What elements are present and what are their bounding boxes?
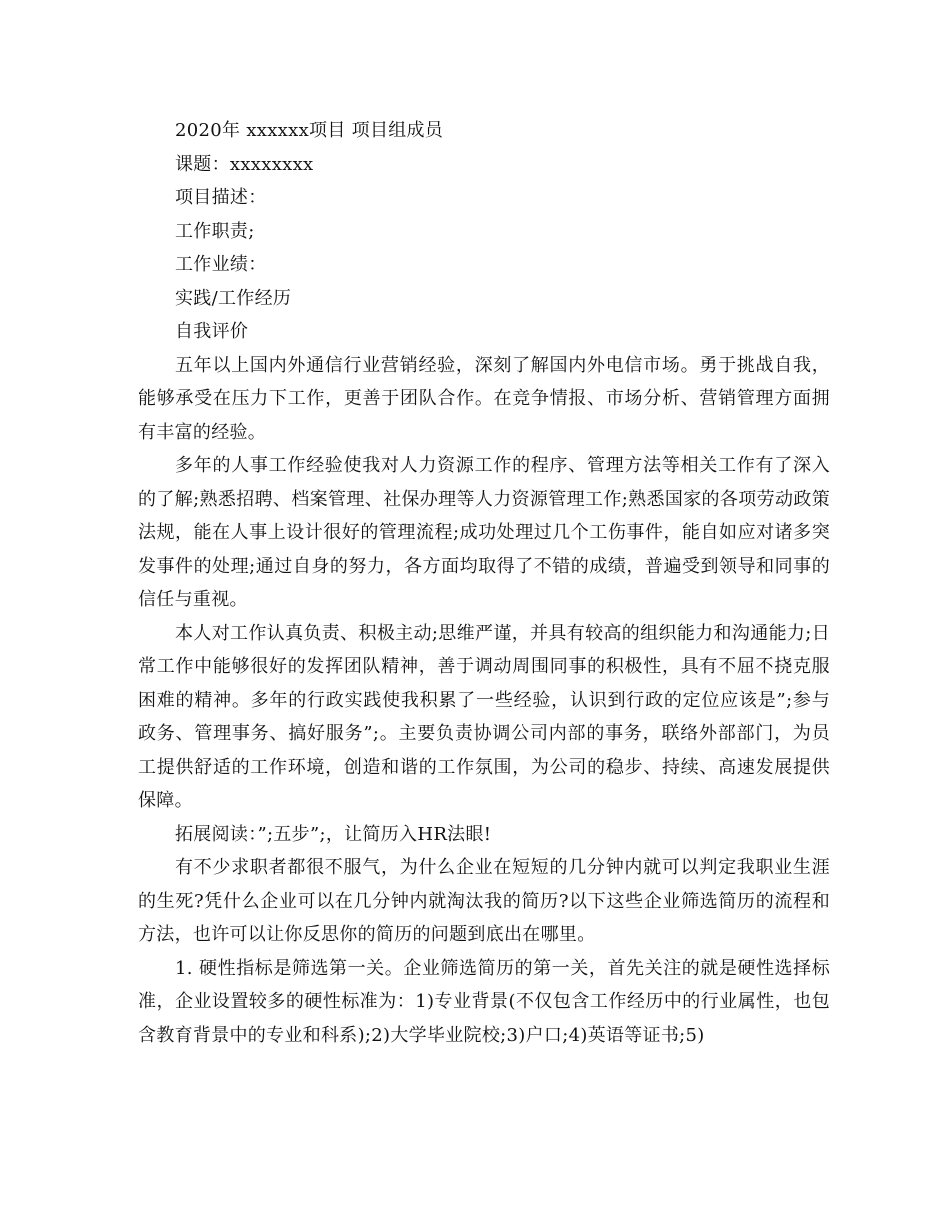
paragraph-hard-criteria: 1. 硬性指标是筛选第一关。企业筛选简历的第一关，首先关注的就是硬性选择标准，企业设置较多的硬性标准为：1)专业背景(不仅包含工作经历中的行业属性，也包含教育背景中的专业和科系);2)大学毕业院校;3)户口;4)英语等证书;5) xyxy=(138,957,830,1046)
header-line-duties: 工作职责; xyxy=(175,220,255,242)
paragraph-resume-screening-intro: 有不少求职者都很不服气，为什么企业在短短的几分钟内就可以判定我职业生涯的生死?凭什么企业可以在几分钟内就淘汰我的简历?以下这些企业筛选简历的流程和方法，也许可以让你反思你的简历的问题到底出在哪里。 xyxy=(138,857,830,945)
header-line-topic: 课题：xxxxxxxx xyxy=(175,153,314,175)
paragraph-admin-work: 本人对工作认真负责、积极主动;思维严谨，并具有较高的组织能力和沟通能力;日常工作中能够很好的发挥团队精神，善于调动周围同事的积极性，具有不屈不挠克服困难的精神。多年的行政实践使我积累了一些经验，认识到行政的定位应该是”;参与政务、管理事务、搞好服务”;。主要负责协调公司内部的事务，联络外部部门，为员工提供舒适的工作环境，创造和谐的工作氛围，为公司的稳步、持续、高速发展提供保障。 xyxy=(138,622,830,811)
document-body xyxy=(138,114,830,1052)
paragraph-telecom-marketing: 五年以上国内外通信行业营销经验，深刻了解国内外电信市场。勇于挑战自我，能够承受在压力下工作，更善于团队合作。在竞争情报、市场分析、营销管理方面拥有丰富的经验。 xyxy=(138,354,830,443)
paragraph-extended-reading: 拓展阅读：”;五步”;，让简历入HR法眼! xyxy=(175,823,492,845)
header-line-experience: 实践/工作经历 xyxy=(175,287,292,309)
header-line-year-project: 2020年 xxxxxx项目 项目组成员 xyxy=(175,120,444,141)
header-line-achievements: 工作业绩： xyxy=(175,254,267,275)
header-line-self-evaluation: 自我评价 xyxy=(175,321,249,342)
header-line-project-description: 项目描述： xyxy=(175,187,267,208)
paragraph-hr-experience: 多年的人事工作经验使我对人力资源工作的程序、管理方法等相关工作有了深入的了解;熟悉招聘、档案管理、社保办理等人力资源管理工作;熟悉国家的各项劳动政策法规，能在人事上设计很好的管理流程;成功处理过几个工伤事件，能自如应对诸多突发事件的处理;通过自身的努力，各方面均取得了不错的成绩，普遍受到领导和同事的信任与重视。 xyxy=(138,455,830,610)
